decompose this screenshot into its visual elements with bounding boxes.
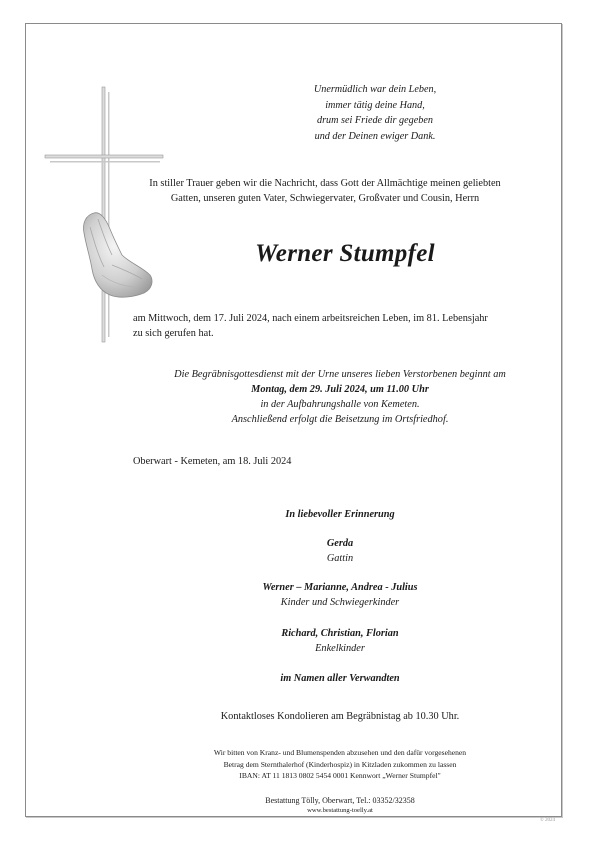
mourner-names: Richard, Christian, Florian <box>281 628 399 639</box>
service-line: Anschließend erfolgt die Beisetzung im Ortsfriedhof. <box>231 414 449 425</box>
death-notice <box>133 311 553 341</box>
condolence-note: Kontaktloses Kondolieren am Begräbnistag ab 10.30 Uhr. <box>220 711 460 722</box>
announcement-intro <box>105 176 545 206</box>
funeral-service <box>120 367 560 427</box>
donation-note <box>150 747 530 782</box>
donation-line: IBAN: AT 11 1813 0802 5454 0001 Kennwort „Werner Stumpfel" <box>239 771 441 780</box>
service-date: Montag, dem 29. Juli 2024, um 11.00 Uhr <box>251 384 429 395</box>
service-line: in der Aufbahrungshalle von Kemeten. <box>260 399 420 410</box>
mourner-relation: Gattin <box>326 553 354 564</box>
donation-line: Wir bitten von Kranz- und Blumenspenden abzusehen und den dafür vorgesehenen <box>213 748 467 757</box>
undertaker-website[interactable]: www.bestattung-toelly.at <box>307 807 373 814</box>
poem-line: Unermüdlich war dein Leben, <box>313 84 437 95</box>
death-line: zu sich gerufen hat. <box>133 328 214 339</box>
mourner-relation: Enkelkinder <box>315 643 365 654</box>
corner-code: © 2024 <box>540 818 556 823</box>
place-date: Oberwart - Kemeten, am 18. Juli 2024 <box>133 456 292 467</box>
donation-line: Betrag dem Sternthalerhof (Kinderhospiz) in Kitzladen zukommen zu lassen <box>223 759 457 769</box>
mourner-names: Werner – Marianne, Andrea - Julius <box>262 582 418 593</box>
memorial-heading: In liebevoller Erinnerung <box>285 509 395 520</box>
poem-line: drum sei Friede dir gegeben <box>317 115 433 126</box>
undertaker-line: Bestattung Tölly, Oberwart, Tel.: 03352/32358 <box>265 796 415 805</box>
death-line: am Mittwoch, dem 17. Juli 2024, nach einem arbeitsreichen Leben, im 81. Lebensjahr <box>133 313 488 324</box>
mourner-group <box>150 580 530 610</box>
mourner-group <box>150 626 530 656</box>
praying-hands-icon <box>72 205 162 305</box>
intro-line: Gatten, unseren guten Vater, Schwiegervater, Großvater und Cousin, Herrn <box>170 193 480 204</box>
poem-line: und der Deinen ewiger Dank. <box>314 130 436 142</box>
memorial-closing: im Namen aller Verwandten <box>280 673 400 684</box>
mourner-relation: Kinder und Schwiegerkinder <box>280 597 400 608</box>
mourner-names: Gerda <box>326 538 354 549</box>
intro-line: In stiller Trauer geben wir die Nachricht, dass Gott der Allmächtige meinen geliebten <box>149 178 501 189</box>
mourner-group <box>150 536 530 566</box>
poem-line: immer tätig deine Hand, <box>325 99 425 111</box>
deceased-name: Werner Stumpfel <box>255 240 435 267</box>
poem <box>230 82 520 144</box>
service-line: Die Begräbnisgottesdienst mit der Urne unseres lieben Verstorbenen beginnt am <box>174 369 506 380</box>
undertaker-info <box>150 796 530 816</box>
